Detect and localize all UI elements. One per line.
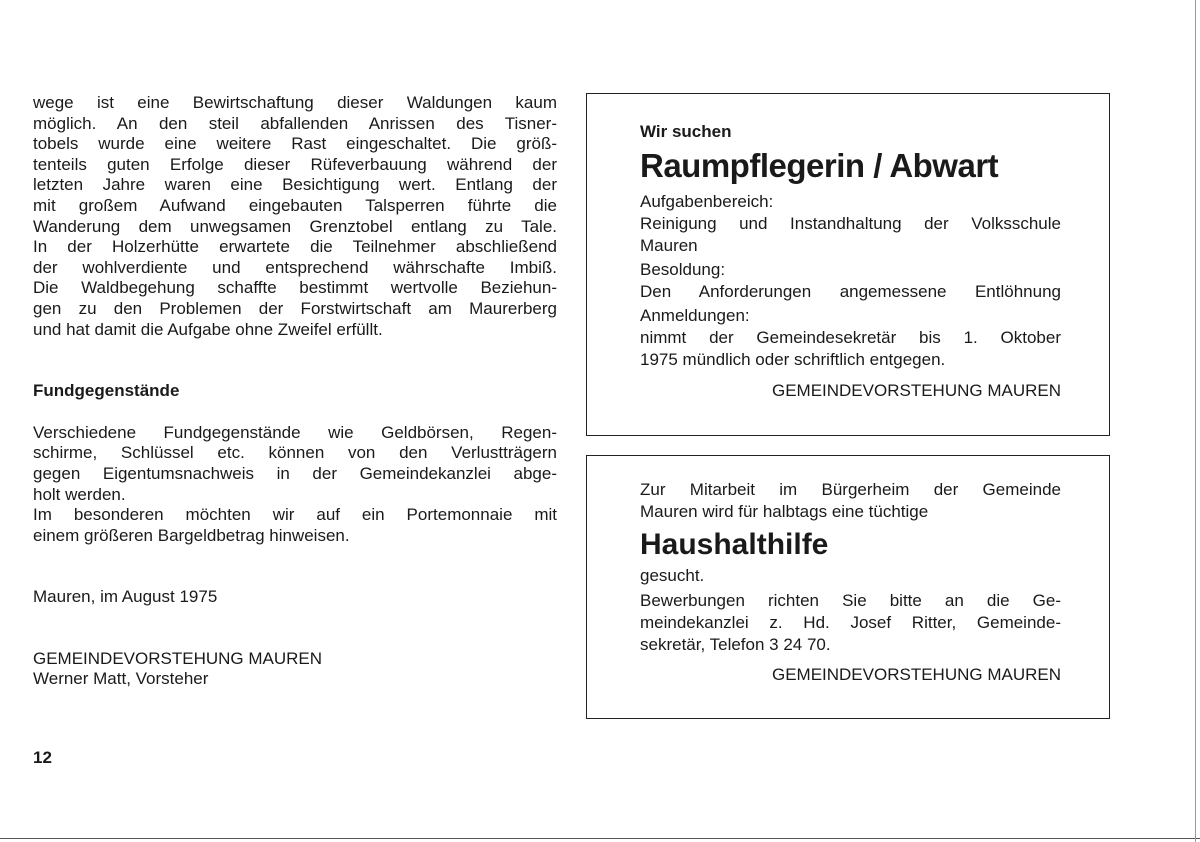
text-line: wege ist eine Bewirtschaftung dieser Waldungen kaum — [33, 93, 557, 112]
job-ad-household-help — [586, 455, 1110, 719]
text-line: Bewerbungen richten Sie bitte an die Ge- — [640, 591, 1061, 610]
page-number: 12 — [33, 748, 52, 767]
text-line: meindekanzlei z. Hd. Josef Ritter, Gemeinde- — [640, 613, 1061, 632]
article-column — [33, 93, 557, 690]
signature-org: GEMEINDEVORSTEHUNG MAUREN — [33, 648, 323, 668]
ad-signature: GEMEINDEVORSTEHUNG MAUREN — [771, 665, 1061, 684]
text-line: tenteils guten Erfolge dieser Rüfeverbauung während der — [33, 154, 557, 174]
bottom-rule — [0, 838, 1200, 839]
ad-intro — [640, 479, 1061, 523]
article-paragraph — [33, 423, 557, 547]
ad-label: Anmeldungen: — [640, 306, 750, 325]
text-line: schirme, Schlüssel etc. können von den Verlustträgern — [33, 443, 557, 463]
text-line: der wohlverdiente und entsprechend währschafte Imbiß. — [33, 257, 557, 277]
ad-kicker: Wir suchen — [640, 122, 732, 141]
text-line: holt werden. — [33, 484, 126, 504]
text-line: mit großem Aufwand eingebauten Talsperren führte die — [33, 195, 557, 215]
ad-text — [640, 213, 1061, 257]
text-line: Mauren — [640, 236, 698, 255]
text-line: möglich. An den steil abfallenden Anrissen des Tisner- — [33, 113, 557, 133]
job-ad-cleaner — [586, 93, 1110, 436]
text-line: 1975 mündlich oder schriftlich entgegen. — [640, 350, 946, 369]
text-line: Die Waldbegehung schaffte bestimmt wertvolle Beziehun- — [33, 278, 557, 298]
text-line: Mauren wird für halbtags eine tüchtige — [640, 502, 929, 521]
page-edge — [1195, 0, 1196, 842]
section-heading: Fundgegenstände — [33, 381, 180, 401]
ad-text — [640, 327, 1061, 371]
ad-signature: GEMEINDEVORSTEHUNG MAUREN — [771, 381, 1061, 400]
text-line: gen zu den Problemen der Forstwirtschaft am Maurerberg — [33, 298, 557, 318]
ad-headline: Raumpflegerin / Abwart — [640, 147, 999, 184]
article-paragraph — [33, 93, 557, 340]
ad-text: Den Anforderungen angemessene Entlöhnung — [640, 282, 1061, 301]
ad-headline: Haushalthilfe — [640, 528, 829, 561]
ad-text — [640, 590, 1061, 656]
text-line: Im besonderen möchten wir auf ein Portemonnaie mit — [33, 505, 557, 525]
text-line: Wanderung dem unwegsamen Grenztobel entlang zu Tale. — [33, 216, 557, 236]
ad-label: Aufgabenbereich: — [640, 192, 774, 211]
text-line: Verschiedene Fundgegenstände wie Geldbörsen, Regen- — [33, 422, 557, 442]
text-line: sekretär, Telefon 3 24 70. — [640, 635, 831, 654]
text-line: letzten Jahre waren eine Besichtigung wert. Entlang der — [33, 175, 557, 195]
date-line: Mauren, im August 1975 — [33, 587, 218, 607]
ad-label: Besoldung: — [640, 260, 726, 279]
text-line: und hat damit die Aufgabe ohne Zweifel erfüllt. — [33, 319, 383, 339]
text-line: einem größeren Bargeldbetrag hinweisen. — [33, 525, 350, 545]
text-line: nimmt der Gemeindesekretär bis 1. Oktober — [640, 328, 1061, 347]
text-line: Reinigung und Instandhaltung der Volksschule — [640, 214, 1061, 233]
text-line: tobels wurde eine weitere Rast eingeschaltet. Die größ- — [33, 134, 557, 154]
ad-text: gesucht. — [640, 566, 705, 585]
text-line: gegen Eigentumsnachweis in der Gemeindekanzlei abge- — [33, 463, 557, 483]
text-line: Zur Mitarbeit im Bürgerheim der Gemeinde — [640, 480, 1061, 499]
signature-name: Werner Matt, Vorsteher — [33, 669, 209, 689]
text-line: In der Holzerhütte erwartete die Teilnehmer abschließend — [33, 237, 557, 257]
